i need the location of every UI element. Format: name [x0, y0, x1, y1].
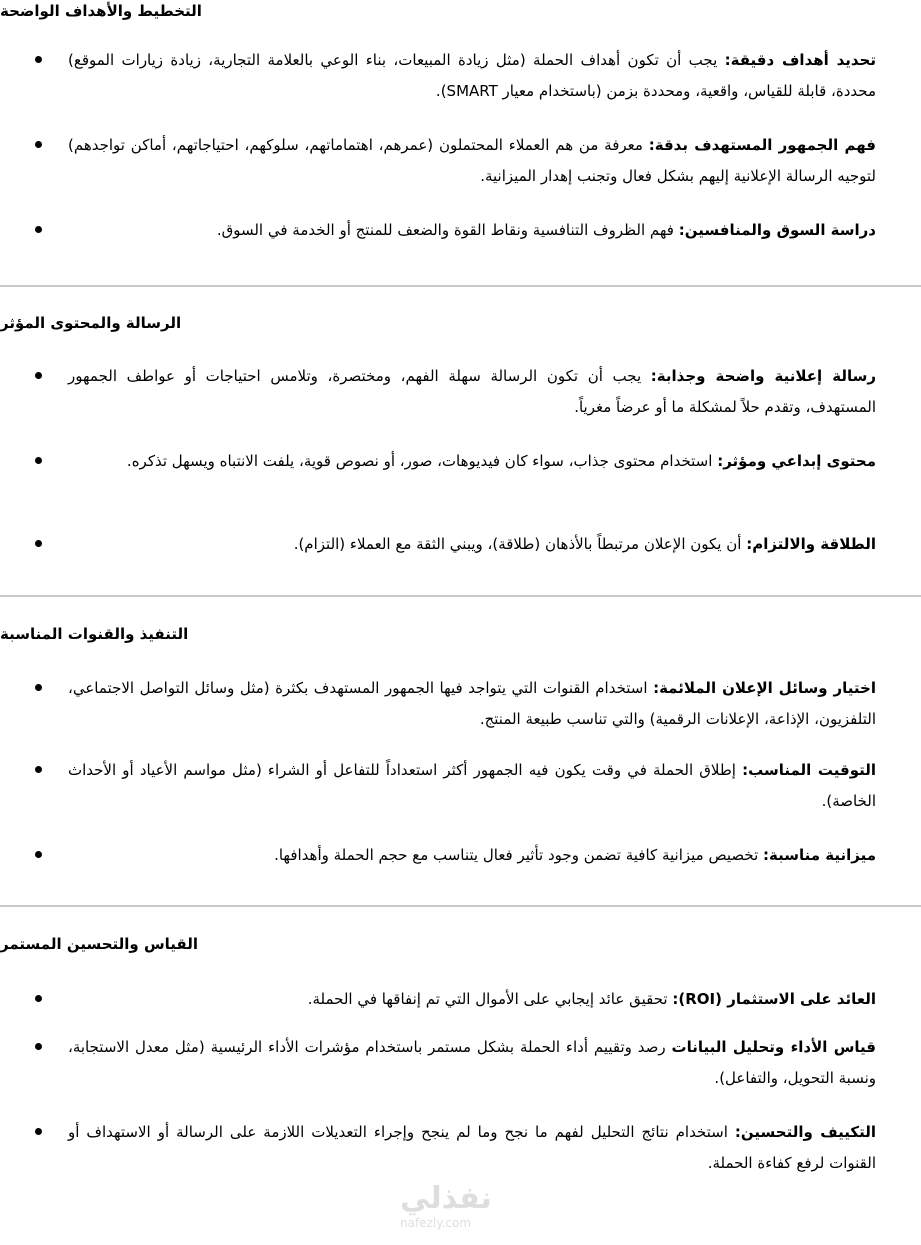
item-label: رسالة إعلانية واضحة وجذابة:	[650, 367, 876, 385]
watermark-logo	[400, 1181, 492, 1230]
item-text: يجب أن تكون الرسالة سهلة الفهم، ومختصرة، وتلامس احتياجات أو عواطف الجمهور المستهدف، وتقدم حلاً لمشكلة ما أو عرضاً مغرياً.	[68, 367, 876, 416]
list-item	[0, 364, 921, 424]
divider	[0, 285, 921, 287]
list-item	[0, 48, 921, 108]
section-title: التنفيذ والقنوات المناسبة	[0, 625, 189, 643]
bullet-icon	[35, 1043, 42, 1050]
item-label: محتوى إبداعي ومؤثر:	[717, 452, 876, 470]
bullet-icon	[35, 540, 42, 547]
watermark-arabic: نفذلي	[400, 1181, 492, 1216]
item-text: استخدام القنوات التي يتواجد فيها الجمهور المستهدف بكثرة (مثل وسائل التواصل الاجتماعي، التلفزيون، الإذاعة، الإعلانات الرقمية) والتي تناسب طبيعة المنتج.	[68, 679, 876, 728]
list-item	[0, 1035, 921, 1095]
item-label: ميزانية مناسبة:	[763, 846, 876, 864]
section-title: الرسالة والمحتوى المؤثر	[0, 314, 182, 332]
item-text: تحقيق عائد إيجابي على الأموال التي تم إنفاقها في الحملة.	[307, 990, 668, 1008]
divider	[0, 905, 921, 907]
section-title: القياس والتحسين المستمر	[0, 935, 198, 953]
bullet-icon	[35, 56, 42, 63]
bullet-icon	[35, 684, 42, 691]
item-label: التكييف والتحسين:	[734, 1123, 876, 1141]
item-label: فهم الجمهور المستهدف بدقة:	[648, 136, 876, 154]
list-item	[0, 218, 921, 278]
bullet-icon	[35, 457, 42, 464]
item-label: الطلاقة والالتزام:	[746, 535, 876, 553]
divider	[0, 595, 921, 597]
item-label: قياس الأداء وتحليل البيانات	[671, 1038, 876, 1056]
item-text: أن يكون الإعلان مرتبطاً بالأذهان (طلاقة)، ويبني الثقة مع العملاء (التزام).	[293, 535, 742, 553]
item-text: إطلاق الحملة في وقت يكون فيه الجمهور أكثر استعداداً للتفاعل أو الشراء (مثل مواسم الأعياد أو الأحداث الخاصة).	[68, 761, 876, 810]
list-item	[0, 843, 921, 903]
item-text: استخدام محتوى جذاب، سواء كان فيديوهات، صور، أو نصوص قوية، يلفت الانتباه ويسهل تذكره.	[126, 452, 713, 470]
item-text: استخدام نتائج التحليل لفهم ما نجح وما لم ينجح وإجراء التعديلات اللازمة على الرسالة أو الاستهداف أو القنوات لرفع كفاءة الحملة.	[68, 1123, 876, 1172]
item-label: تحديد أهداف دقيقة:	[724, 51, 877, 69]
item-text: تخصيص ميزانية كافية تضمن وجود تأثير فعال يتناسب مع حجم الحملة وأهدافها.	[274, 846, 759, 864]
item-text: فهم الظروف التنافسية ونقاط القوة والضعف للمنتج أو الخدمة في السوق.	[216, 221, 674, 239]
item-label: العائد على الاستثمار (ROI):	[672, 990, 876, 1008]
bullet-icon	[35, 1128, 42, 1135]
bullet-icon	[35, 851, 42, 858]
item-label: التوقيت المناسب:	[742, 761, 876, 779]
bullet-icon	[35, 226, 42, 233]
list-item	[0, 758, 921, 818]
item-text: رصد وتقييم أداء الحملة بشكل مستمر باستخدام مؤشرات الأداء الرئيسية (مثل معدل الاستجابة، ونسبة التحويل، والتفاعل).	[68, 1038, 876, 1087]
list-item	[0, 449, 921, 509]
item-label: اختيار وسائل الإعلان الملائمة:	[653, 679, 876, 697]
watermark-url: nafezly.com	[400, 1216, 472, 1230]
list-item	[0, 133, 921, 193]
item-text: معرفة من هم العملاء المحتملون (عمرهم، اهتماماتهم، سلوكهم، احتياجاتهم، أماكن تواجدهم) لتوجيه الرسالة الإعلانية إليهم بشكل فعال وتجنب إهدار الميزانية.	[68, 136, 876, 185]
list-item	[0, 532, 921, 592]
item-label: دراسة السوق والمنافسين:	[678, 221, 876, 239]
list-item	[0, 1120, 921, 1180]
item-text: يجب أن تكون أهداف الحملة (مثل زيادة المبيعات، بناء الوعي بالعلامة التجارية، زيادة زيارات الموقع) محددة، قابلة للقياس، واقعية، ومحددة بزمن (باستخدام معيار SMART).	[68, 51, 876, 100]
bullet-icon	[35, 141, 42, 148]
section-title: التخطيط والأهداف الواضحة	[0, 2, 202, 20]
list-item	[0, 676, 921, 736]
bullet-icon	[35, 372, 42, 379]
bullet-icon	[35, 766, 42, 773]
bullet-icon	[35, 995, 42, 1002]
